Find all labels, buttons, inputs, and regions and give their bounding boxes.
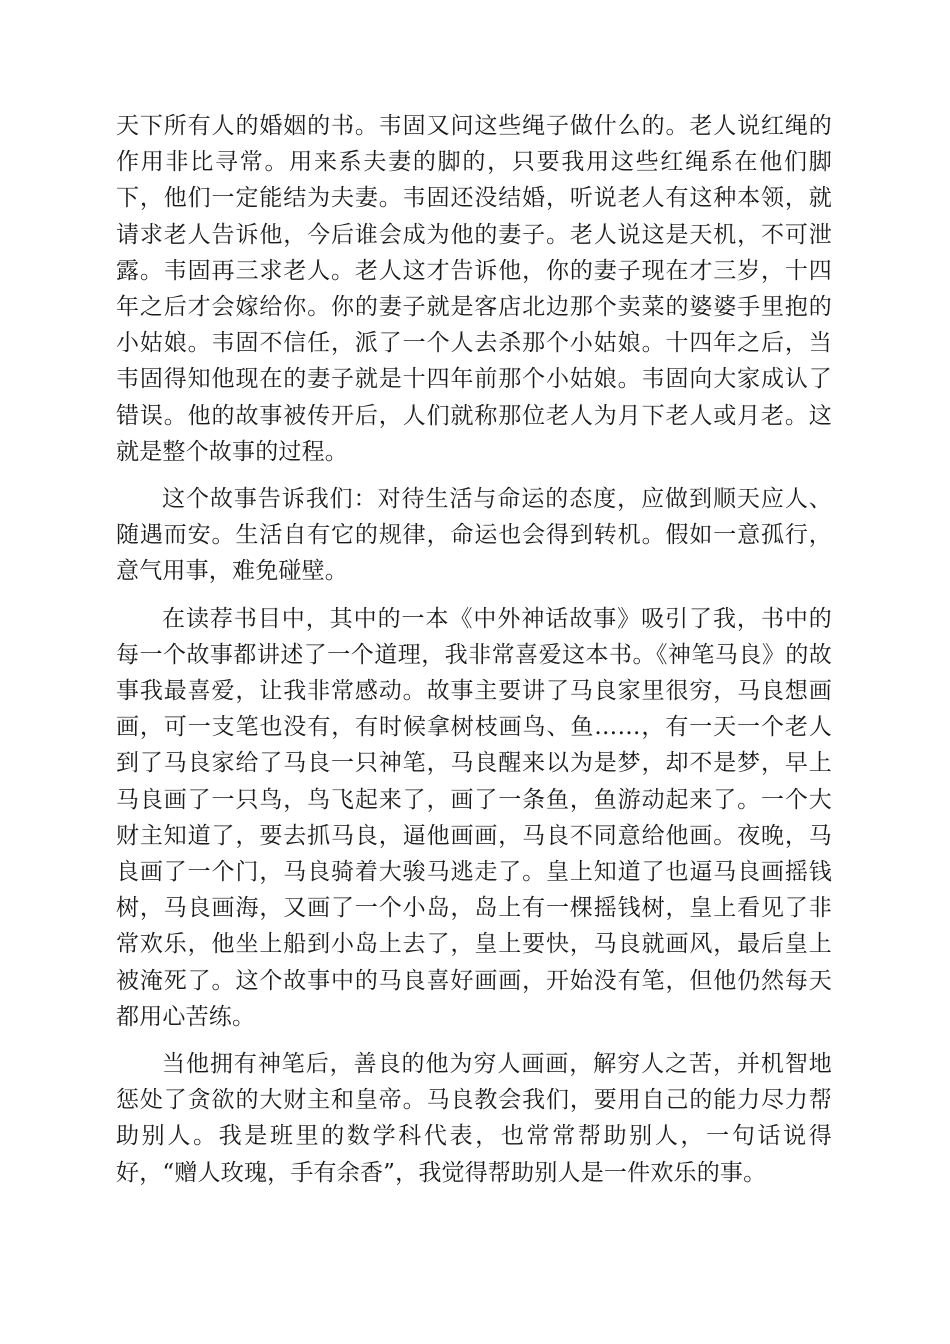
paragraph-magic-brush-story: 在读荐书目中，其中的一本《中外神话故事》吸引了我，书中的每一个故事都讲述了一个道理，我非常喜爱这本书。《神笔马良》的故事我最喜爱，让我非常感动。故事主要讲了马良家里很穷，马良想画画，可一支笔也没有，有时候拿树枝画鸟、鱼……，有一天一个老人到了马良家给了马良一只神笔，马良醒来以为是梦，却不是梦，早上马良画了一只鸟，鸟飞起来了，画了一条鱼，鱼游动起来了。一个大财主知道了，要去抓马良，逼他画画，马良不同意给他画。夜晚，马良画了一个门，马良骑着大骏马逃走了。皇上知道了也逼马良画摇钱树，马良画海，又画了一个小岛，岛上有一棵摇钱树，皇上看见了非常欢乐，他坐上船到小岛上去了，皇上要快，马良就画风，最后皇上被淹死了。这个故事中的马良喜好画画，开始没有笔，但他仍然每天都用心苦练。 xyxy=(116,605,832,1030)
document-page xyxy=(116,108,832,1191)
paragraph-story-ending: 天下所有人的婚姻的书。韦固又问这些绳子做什么的。老人说红绳的作用非比寻常。用来系夫妻的脚的，只要我用这些红绳系在他们脚下，他们一定能结为夫妻。韦固还没结婚，听说老人有这种本领，就请求老人告诉他，今后谁会成为他的妻子。老人说这是天机，不可泄露。韦固再三求老人。老人这才告诉他，你的妻子现在才三岁，十四年之后才会嫁给你。你的妻子就是客店北边那个卖菜的婆婆手里抱的小姑娘。韦固不信任，派了一个人去杀那个小姑娘。十四年之后，当韦固得知他现在的妻子就是十四年前那个小姑娘。韦固向大家成认了错误。他的故事被传开后，人们就称那位老人为月下老人或月老。这就是整个故事的过程。 xyxy=(116,113,832,465)
paragraph-story-lesson: 这个故事告诉我们：对待生活与命运的态度，应做到顺天应人、随遇而安。生活自有它的规律，命运也会得到转机。假如一意孤行，意气用事，难免碰壁。 xyxy=(116,486,832,585)
paragraph-reflection: 当他拥有神笔后，善良的他为穷人画画，解穷人之苦，并机智地惩处了贪欲的大财主和皇帝。马良教会我们，要用自己的能力尽力帮助别人。我是班里的数学科代表，也常常帮助别人，一句话说得好，“赠人玫瑰，手有余香”，我觉得帮助别人是一件欢乐的事。 xyxy=(116,1051,832,1186)
